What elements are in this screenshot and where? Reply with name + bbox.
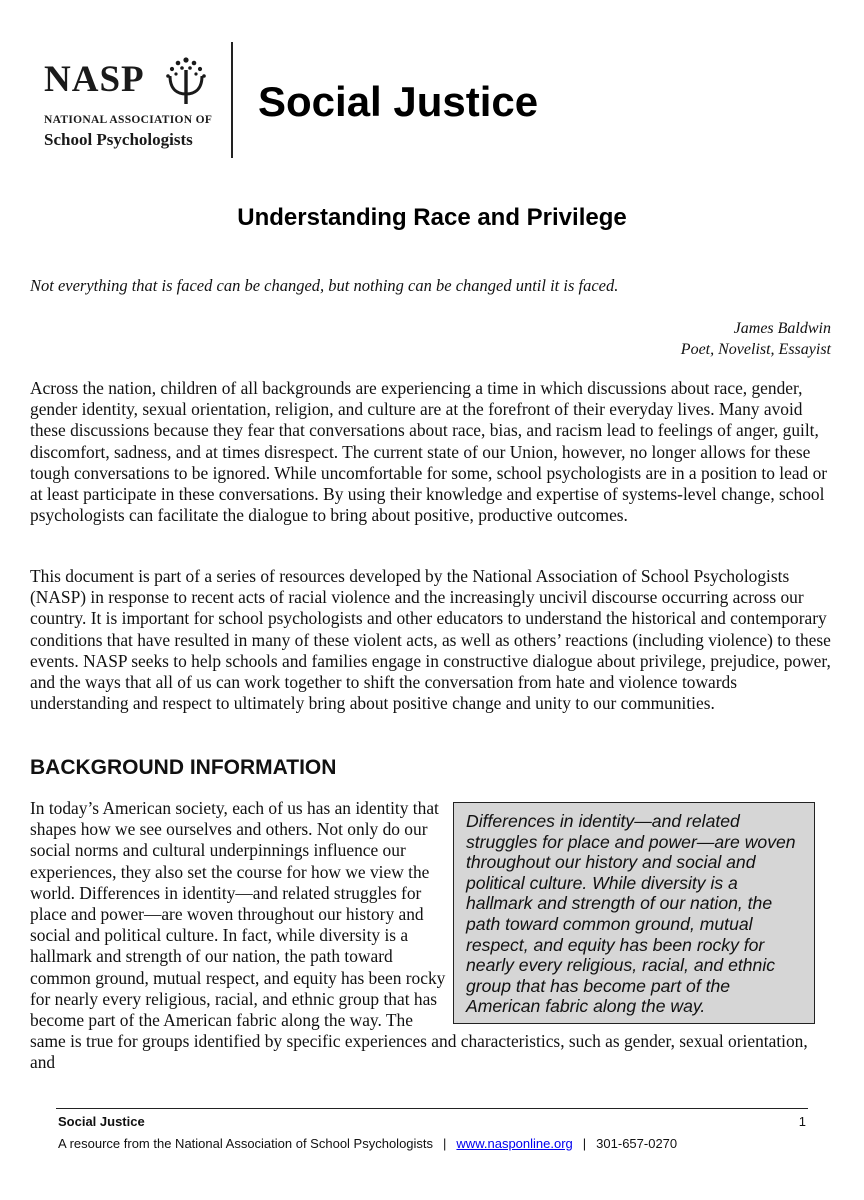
epigraph-quote: Not everything that is faced can be changed, but nothing can be changed until it is faced. <box>30 276 619 295</box>
pull-quote: Differences in identity—and related struggles for place and power—are woven throughout our history and social and political culture. While diversity is a hallmark and strength of our nation, the path toward common ground, mutual respect, and equity has been rocky for nearly every religious, racial, and ethnic group that has become part of the American fabric along the way. <box>453 802 815 1024</box>
footer-phone: 301-657-0270 <box>596 1136 678 1151</box>
background-text: In today’s American society, each of us has an identity that shapes how we see ourselves and others. Not only do our social norms and cultural underpinnings influence our experiences, they also set the course for how we view the world. Differences in identity—and related struggles for place and power—are woven throughout our history and social and political culture. In fact, while diversity is a hallmark and strength of our nation, the path toward common ground, mutual respect, and equity has been rocky for nearly every religious, racial, and ethnic group that has become part of the American fabric along the way. The same is true for groups identified by specific experiences and characteristics, such as gender, sexual orientation, and <box>30 798 808 1073</box>
logo-org-line: NATIONAL ASSOCIATION OF <box>44 114 213 126</box>
footer-separator: | <box>582 1136 587 1151</box>
footer-separator: | <box>443 1136 447 1151</box>
psi-tree-icon <box>160 54 212 106</box>
context-paragraph: This document is part of a series of resources developed by the National Association of School Psychologists (NASP) in response to recent acts of racial violence and the increasingly uncivil discourse occurring across our country. It is important for school psychologists and other educators to understand the historical and contemporary conditions that have resulted in many of these violent acts, as well as others’ reactions (including violence) to these events. NASP seeks to help schools and families engage in constructive dialogue about privilege, prejudice, power, and the ways that all of us can work together to shift the conversation from hate and violence towards understanding and respect to ultimately bring about positive change and unity to our communities. <box>30 566 831 714</box>
epigraph-author: James Baldwin <box>733 320 831 337</box>
nasp-logo <box>44 54 224 154</box>
epigraph-attribution <box>681 318 831 360</box>
page-number: 1 <box>798 1114 806 1129</box>
section-heading: BACKGROUND INFORMATION <box>30 756 337 779</box>
logo-org-name: School Psychologists <box>44 130 193 149</box>
logo-wordmark: NASP <box>44 59 145 100</box>
document-subtitle: Understanding Race and Privilege <box>237 204 627 231</box>
footer-credits <box>58 1136 677 1151</box>
footer-divider <box>56 1108 808 1109</box>
page-title: Social Justice <box>258 78 539 125</box>
website-link[interactable]: www.nasponline.org <box>456 1136 573 1151</box>
header-divider <box>231 42 233 158</box>
epigraph-role: Poet, Novelist, Essayist <box>680 341 831 358</box>
footer-title: Social Justice <box>58 1114 145 1129</box>
footer-resource: A resource from the National Association of School Psychologists <box>58 1136 434 1151</box>
intro-paragraph: Across the nation, children of all backgrounds are experiencing a time in which discussions about race, gender, gender identity, sexual orientation, religion, and culture are at the forefront of their everyday lives. Many avoid these discussions because they fear that conversations about race, bias, and racism lead to feelings of anger, guilt, discomfort, sadness, and at times disrespect. The current state of our Union, however, no longer allows for these tough conversations to be ignored. While uncomfortable for some, school psychologists are in a position to lead or at least participate in these conversations. By using their knowledge and expertise of systems-level change, school psychologists can facilitate the dialogue to bring about positive, productive outcomes. <box>30 378 828 526</box>
